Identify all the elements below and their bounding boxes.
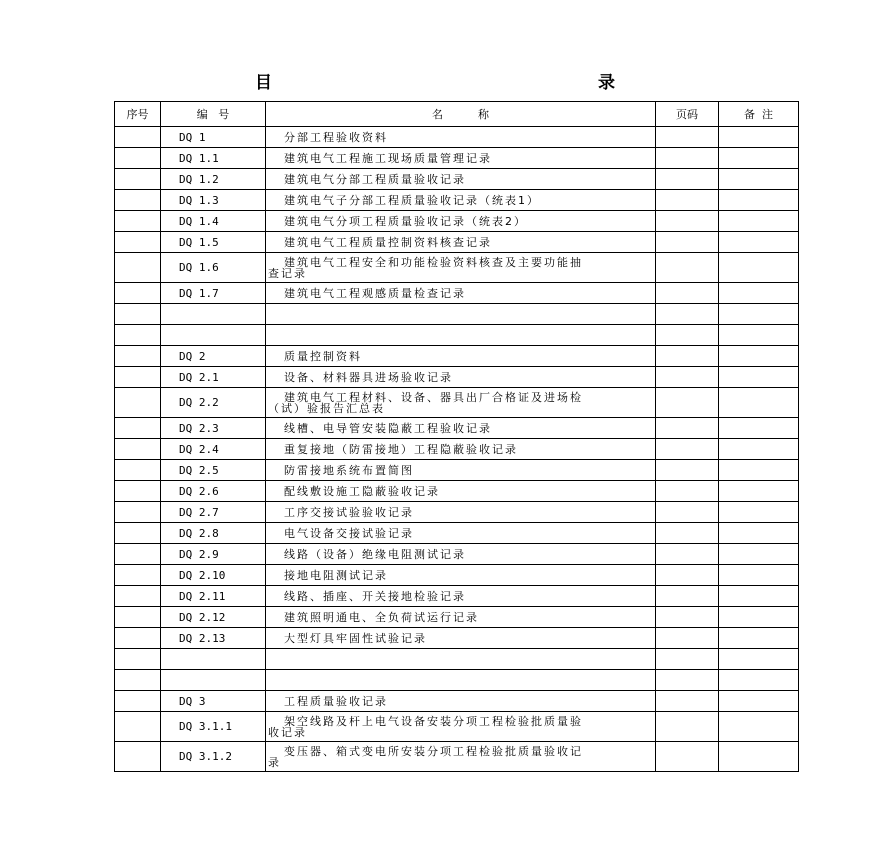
note-cell — [719, 712, 799, 742]
name-cell — [266, 481, 656, 502]
name-text: 接地电阻测试记录 — [284, 568, 388, 582]
table-row — [115, 628, 799, 649]
code-cell: DQ 2.7 — [161, 502, 266, 523]
code-cell: DQ 2.5 — [161, 460, 266, 481]
seq-cell — [115, 304, 161, 325]
note-cell — [719, 127, 799, 148]
table-row — [115, 232, 799, 253]
name-text: 质量控制资料 — [284, 349, 362, 363]
seq-cell — [115, 670, 161, 691]
name-cell — [266, 628, 656, 649]
note-cell — [719, 211, 799, 232]
note-cell — [719, 628, 799, 649]
code-cell: DQ 2.13 — [161, 628, 266, 649]
name-text: 建筑电气工程施工现场质量管理记录 — [284, 151, 492, 165]
seq-cell — [115, 691, 161, 712]
note-cell — [719, 523, 799, 544]
page-cell — [656, 670, 719, 691]
header-page: 页码 — [656, 102, 719, 127]
table-row — [115, 670, 799, 691]
name-text: 线路、插座、开关接地检验记录 — [284, 589, 466, 603]
page-cell — [656, 586, 719, 607]
name-line-2: 录 — [268, 755, 281, 769]
note-cell — [719, 190, 799, 211]
name-cell — [266, 346, 656, 367]
name-cell — [266, 565, 656, 586]
name-cell — [266, 670, 656, 691]
page-cell — [656, 439, 719, 460]
code-cell: DQ 1.1 — [161, 148, 266, 169]
seq-cell — [115, 211, 161, 232]
page-cell — [656, 544, 719, 565]
table-row — [115, 190, 799, 211]
note-cell — [719, 460, 799, 481]
seq-cell — [115, 283, 161, 304]
name-cell — [266, 742, 656, 772]
header-note: 备 注 — [719, 102, 799, 127]
note-cell — [719, 304, 799, 325]
seq-cell — [115, 169, 161, 190]
name-text: 设备、材料器具进场验收记录 — [284, 370, 453, 384]
name-cell — [266, 253, 656, 283]
table-row — [115, 565, 799, 586]
code-cell: DQ 2.12 — [161, 607, 266, 628]
seq-cell — [115, 148, 161, 169]
name-line-2: （试）验报告汇总表 — [268, 401, 385, 415]
name-line-1: 架空线路及杆上电气设备安装分项工程检验批质量验 — [284, 714, 583, 728]
note-cell — [719, 388, 799, 418]
note-cell — [719, 481, 799, 502]
table-row — [115, 418, 799, 439]
page-cell — [656, 304, 719, 325]
code-cell — [161, 649, 266, 670]
note-cell — [719, 253, 799, 283]
seq-cell — [115, 232, 161, 253]
table-row — [115, 502, 799, 523]
code-cell — [161, 304, 266, 325]
code-cell: DQ 2 — [161, 346, 266, 367]
table-row — [115, 649, 799, 670]
name-text: 电气设备交接试验记录 — [284, 526, 414, 540]
page-cell — [656, 481, 719, 502]
code-cell: DQ 3.1.2 — [161, 742, 266, 772]
name-text: 建筑电气分部工程质量验收记录 — [284, 172, 466, 186]
note-cell — [719, 649, 799, 670]
seq-cell — [115, 502, 161, 523]
name-cell — [266, 460, 656, 481]
page-cell — [656, 742, 719, 772]
code-cell: DQ 2.9 — [161, 544, 266, 565]
seq-cell — [115, 127, 161, 148]
note-cell — [719, 691, 799, 712]
name-text: 建筑照明通电、全负荷试运行记录 — [284, 610, 479, 624]
code-cell: DQ 1.7 — [161, 283, 266, 304]
document-title: 目 录 — [255, 73, 775, 93]
page-cell — [656, 127, 719, 148]
name-text: 工程质量验收记录 — [284, 694, 388, 708]
name-cell — [266, 388, 656, 418]
note-cell — [719, 607, 799, 628]
name-cell — [266, 190, 656, 211]
name-cell — [266, 283, 656, 304]
name-cell — [266, 169, 656, 190]
name-text: 线槽、电导管安装隐蔽工程验收记录 — [284, 421, 492, 435]
page-cell — [656, 388, 719, 418]
name-text: 配线敷设施工隐蔽验收记录 — [284, 484, 440, 498]
page-cell — [656, 148, 719, 169]
page-cell — [656, 232, 719, 253]
name-cell — [266, 325, 656, 346]
note-cell — [719, 502, 799, 523]
code-cell: DQ 1 — [161, 127, 266, 148]
table-row — [115, 481, 799, 502]
page-cell — [656, 211, 719, 232]
name-text: 防雷接地系统布置简图 — [284, 463, 414, 477]
note-cell — [719, 670, 799, 691]
page-cell — [656, 691, 719, 712]
table-row — [115, 304, 799, 325]
name-cell — [266, 367, 656, 388]
code-cell: DQ 3.1.1 — [161, 712, 266, 742]
page-cell — [656, 523, 719, 544]
note-cell — [719, 325, 799, 346]
table-row — [115, 169, 799, 190]
page-cell — [656, 607, 719, 628]
page-cell — [656, 169, 719, 190]
page-cell — [656, 325, 719, 346]
name-cell — [266, 127, 656, 148]
name-cell — [266, 148, 656, 169]
note-cell — [719, 439, 799, 460]
note-cell — [719, 586, 799, 607]
table-row — [115, 712, 799, 742]
code-cell: DQ 2.8 — [161, 523, 266, 544]
name-text: 建筑电气分项工程质量验收记录（统表2） — [284, 214, 527, 228]
header-row — [115, 102, 799, 127]
note-cell — [719, 232, 799, 253]
table-row — [115, 388, 799, 418]
page-cell — [656, 253, 719, 283]
note-cell — [719, 544, 799, 565]
code-cell: DQ 2.2 — [161, 388, 266, 418]
seq-cell — [115, 523, 161, 544]
seq-cell — [115, 712, 161, 742]
code-cell: DQ 2.11 — [161, 586, 266, 607]
name-cell — [266, 586, 656, 607]
name-cell — [266, 523, 656, 544]
name-cell — [266, 544, 656, 565]
note-cell — [719, 346, 799, 367]
header-code: 编 号 — [161, 102, 266, 127]
code-cell — [161, 670, 266, 691]
seq-cell — [115, 439, 161, 460]
name-cell — [266, 232, 656, 253]
page-cell — [656, 628, 719, 649]
note-cell — [719, 169, 799, 190]
name-cell — [266, 502, 656, 523]
name-cell — [266, 304, 656, 325]
table-row — [115, 346, 799, 367]
seq-cell — [115, 544, 161, 565]
code-cell: DQ 2.6 — [161, 481, 266, 502]
code-cell: DQ 1.2 — [161, 169, 266, 190]
seq-cell — [115, 607, 161, 628]
note-cell — [719, 742, 799, 772]
page-cell — [656, 502, 719, 523]
table-row — [115, 283, 799, 304]
name-cell — [266, 712, 656, 742]
seq-cell — [115, 418, 161, 439]
page-cell — [656, 367, 719, 388]
code-cell: DQ 2.10 — [161, 565, 266, 586]
name-line-2: 查记录 — [268, 266, 307, 280]
page-cell — [656, 418, 719, 439]
header-seq: 序号 — [115, 102, 161, 127]
name-text: 分部工程验收资料 — [284, 130, 388, 144]
page-cell — [656, 565, 719, 586]
table-row — [115, 367, 799, 388]
seq-cell — [115, 742, 161, 772]
name-text: 重复接地（防雷接地）工程隐蔽验收记录 — [284, 442, 518, 456]
seq-cell — [115, 325, 161, 346]
page-cell — [656, 283, 719, 304]
table-row — [115, 325, 799, 346]
page-cell — [656, 649, 719, 670]
name-text: 建筑电气子分部工程质量验收记录（统表1） — [284, 193, 540, 207]
name-line-2: 收记录 — [268, 725, 307, 739]
seq-cell — [115, 253, 161, 283]
note-cell — [719, 148, 799, 169]
seq-cell — [115, 586, 161, 607]
seq-cell — [115, 460, 161, 481]
seq-cell — [115, 565, 161, 586]
code-cell: DQ 1.3 — [161, 190, 266, 211]
name-text: 工序交接试验验收记录 — [284, 505, 414, 519]
code-cell: DQ 2.1 — [161, 367, 266, 388]
code-cell: DQ 1.5 — [161, 232, 266, 253]
table-row — [115, 127, 799, 148]
note-cell — [719, 565, 799, 586]
table-row — [115, 523, 799, 544]
table-row — [115, 607, 799, 628]
table-row — [115, 586, 799, 607]
note-cell — [719, 367, 799, 388]
seq-cell — [115, 346, 161, 367]
header-name: 名 称 — [266, 102, 656, 127]
table-row — [115, 460, 799, 481]
seq-cell — [115, 367, 161, 388]
page-cell — [656, 712, 719, 742]
page-cell — [656, 460, 719, 481]
toc-table — [114, 101, 799, 772]
table-row — [115, 691, 799, 712]
name-text: 线路（设备）绝缘电阻测试记录 — [284, 547, 466, 561]
table-row — [115, 253, 799, 283]
name-line-1: 建筑电气工程材料、设备、器具出厂合格证及进场检 — [284, 390, 583, 404]
page-cell — [656, 346, 719, 367]
seq-cell — [115, 628, 161, 649]
seq-cell — [115, 481, 161, 502]
name-cell — [266, 607, 656, 628]
table-row — [115, 544, 799, 565]
table-row — [115, 211, 799, 232]
code-cell: DQ 2.4 — [161, 439, 266, 460]
table-row — [115, 439, 799, 460]
note-cell — [719, 418, 799, 439]
name-cell — [266, 691, 656, 712]
code-cell: DQ 3 — [161, 691, 266, 712]
name-cell — [266, 418, 656, 439]
seq-cell — [115, 649, 161, 670]
name-cell — [266, 211, 656, 232]
code-cell — [161, 325, 266, 346]
name-text: 建筑电气工程观感质量检查记录 — [284, 286, 466, 300]
name-cell — [266, 649, 656, 670]
name-text: 大型灯具牢固性试验记录 — [284, 631, 427, 645]
seq-cell — [115, 388, 161, 418]
code-cell: DQ 1.4 — [161, 211, 266, 232]
page-cell — [656, 190, 719, 211]
seq-cell — [115, 190, 161, 211]
name-text: 建筑电气工程质量控制资料核查记录 — [284, 235, 492, 249]
name-line-1: 变压器、箱式变电所安装分项工程检验批质量验收记 — [284, 744, 583, 758]
table-row — [115, 742, 799, 772]
code-cell: DQ 1.6 — [161, 253, 266, 283]
name-line-1: 建筑电气工程安全和功能检验资料核查及主要功能抽 — [284, 255, 583, 269]
name-cell — [266, 439, 656, 460]
toc-body — [115, 127, 799, 772]
table-row — [115, 148, 799, 169]
code-cell: DQ 2.3 — [161, 418, 266, 439]
note-cell — [719, 283, 799, 304]
